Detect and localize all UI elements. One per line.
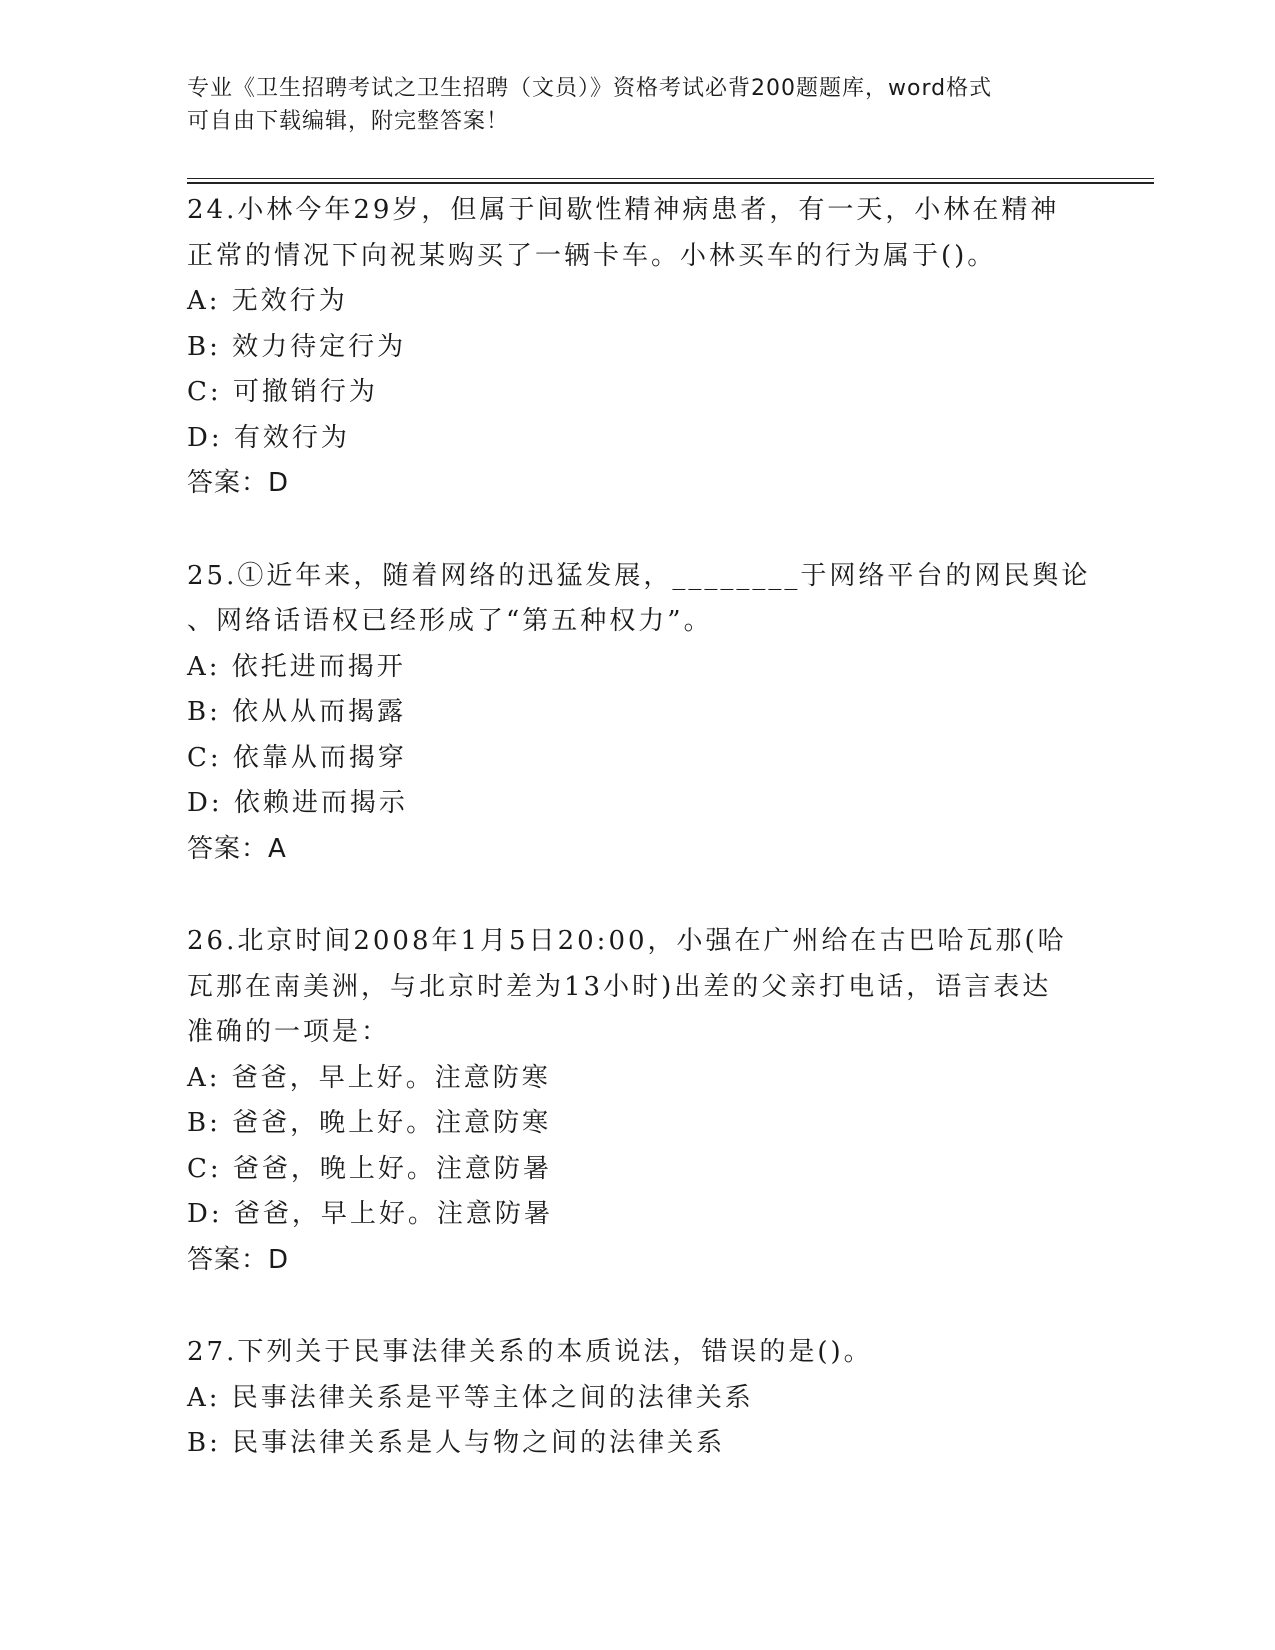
option-c: C: 爸爸，晚上好。注意防暑 [187,1153,552,1184]
option-d: D: 爸爸，早上好。注意防暑 [187,1199,553,1229]
option-a: A: 无效行为 [187,286,348,316]
header-divider-thin [187,178,1154,179]
question-text: 27.下列关于民事法律关系的本质说法，错误的是()。 [187,1337,873,1367]
option-a: A: 爸爸，早上好。注意防寒 [187,1062,551,1093]
question-text: 24.小林今年29岁，但属于间歇性精神病患者，有一天，小林在精神 [187,195,1060,225]
question-text: 瓦那在南美洲，与北京时差为13小时)出差的父亲打电话，语言表达 [187,971,1052,1002]
header-divider-thick [187,182,1154,184]
option-c: C: 依靠从而揭穿 [187,742,407,773]
question-list [187,188,1091,1514]
header-line-2: 可自由下载编辑，附完整答案！ [187,109,510,134]
question-25 [187,554,1091,873]
option-a: A: 民事法律关系是平等主体之间的法律关系 [187,1382,754,1413]
option-b: B: 民事法律关系是人与物之间的法律关系 [187,1428,726,1458]
option-b: B: 依从从而揭露 [187,697,407,727]
answer-label: 答案：D [187,1244,290,1275]
option-c: C: 可撤销行为 [187,377,378,407]
header-line-1: 专业《卫生招聘考试之卫生招聘（文员）》资格考试必背200题题库，word格式 [187,76,993,101]
question-text: 26.北京时间2008年1月5日20:00，小强在广州给在古巴哈瓦那(哈 [187,926,1067,956]
option-b: B: 爸爸，晚上好。注意防寒 [187,1108,552,1138]
option-d: D: 有效行为 [187,422,350,453]
answer-label: 答案：A [187,833,287,864]
document-header [187,72,1087,138]
option-a: A: 依托进而揭开 [187,651,406,682]
question-24 [187,188,1087,507]
question-26 [187,919,1087,1283]
question-27 [187,1330,1087,1467]
question-text: 25.①近年来，随着网络的迅猛发展，________于网络平台的网民舆论 [187,560,1091,591]
question-text: 、网络话语权已经形成了“第五种权力”。 [187,606,713,636]
option-d: D: 依赖进而揭示 [187,788,408,818]
question-text: 正常的情况下向祝某购买了一辆卡车。小林买车的行为属于()。 [187,240,997,271]
answer-label: 答案：D [187,468,290,498]
option-b: B: 效力待定行为 [187,331,407,362]
question-text: 准确的一项是： [187,1017,391,1047]
